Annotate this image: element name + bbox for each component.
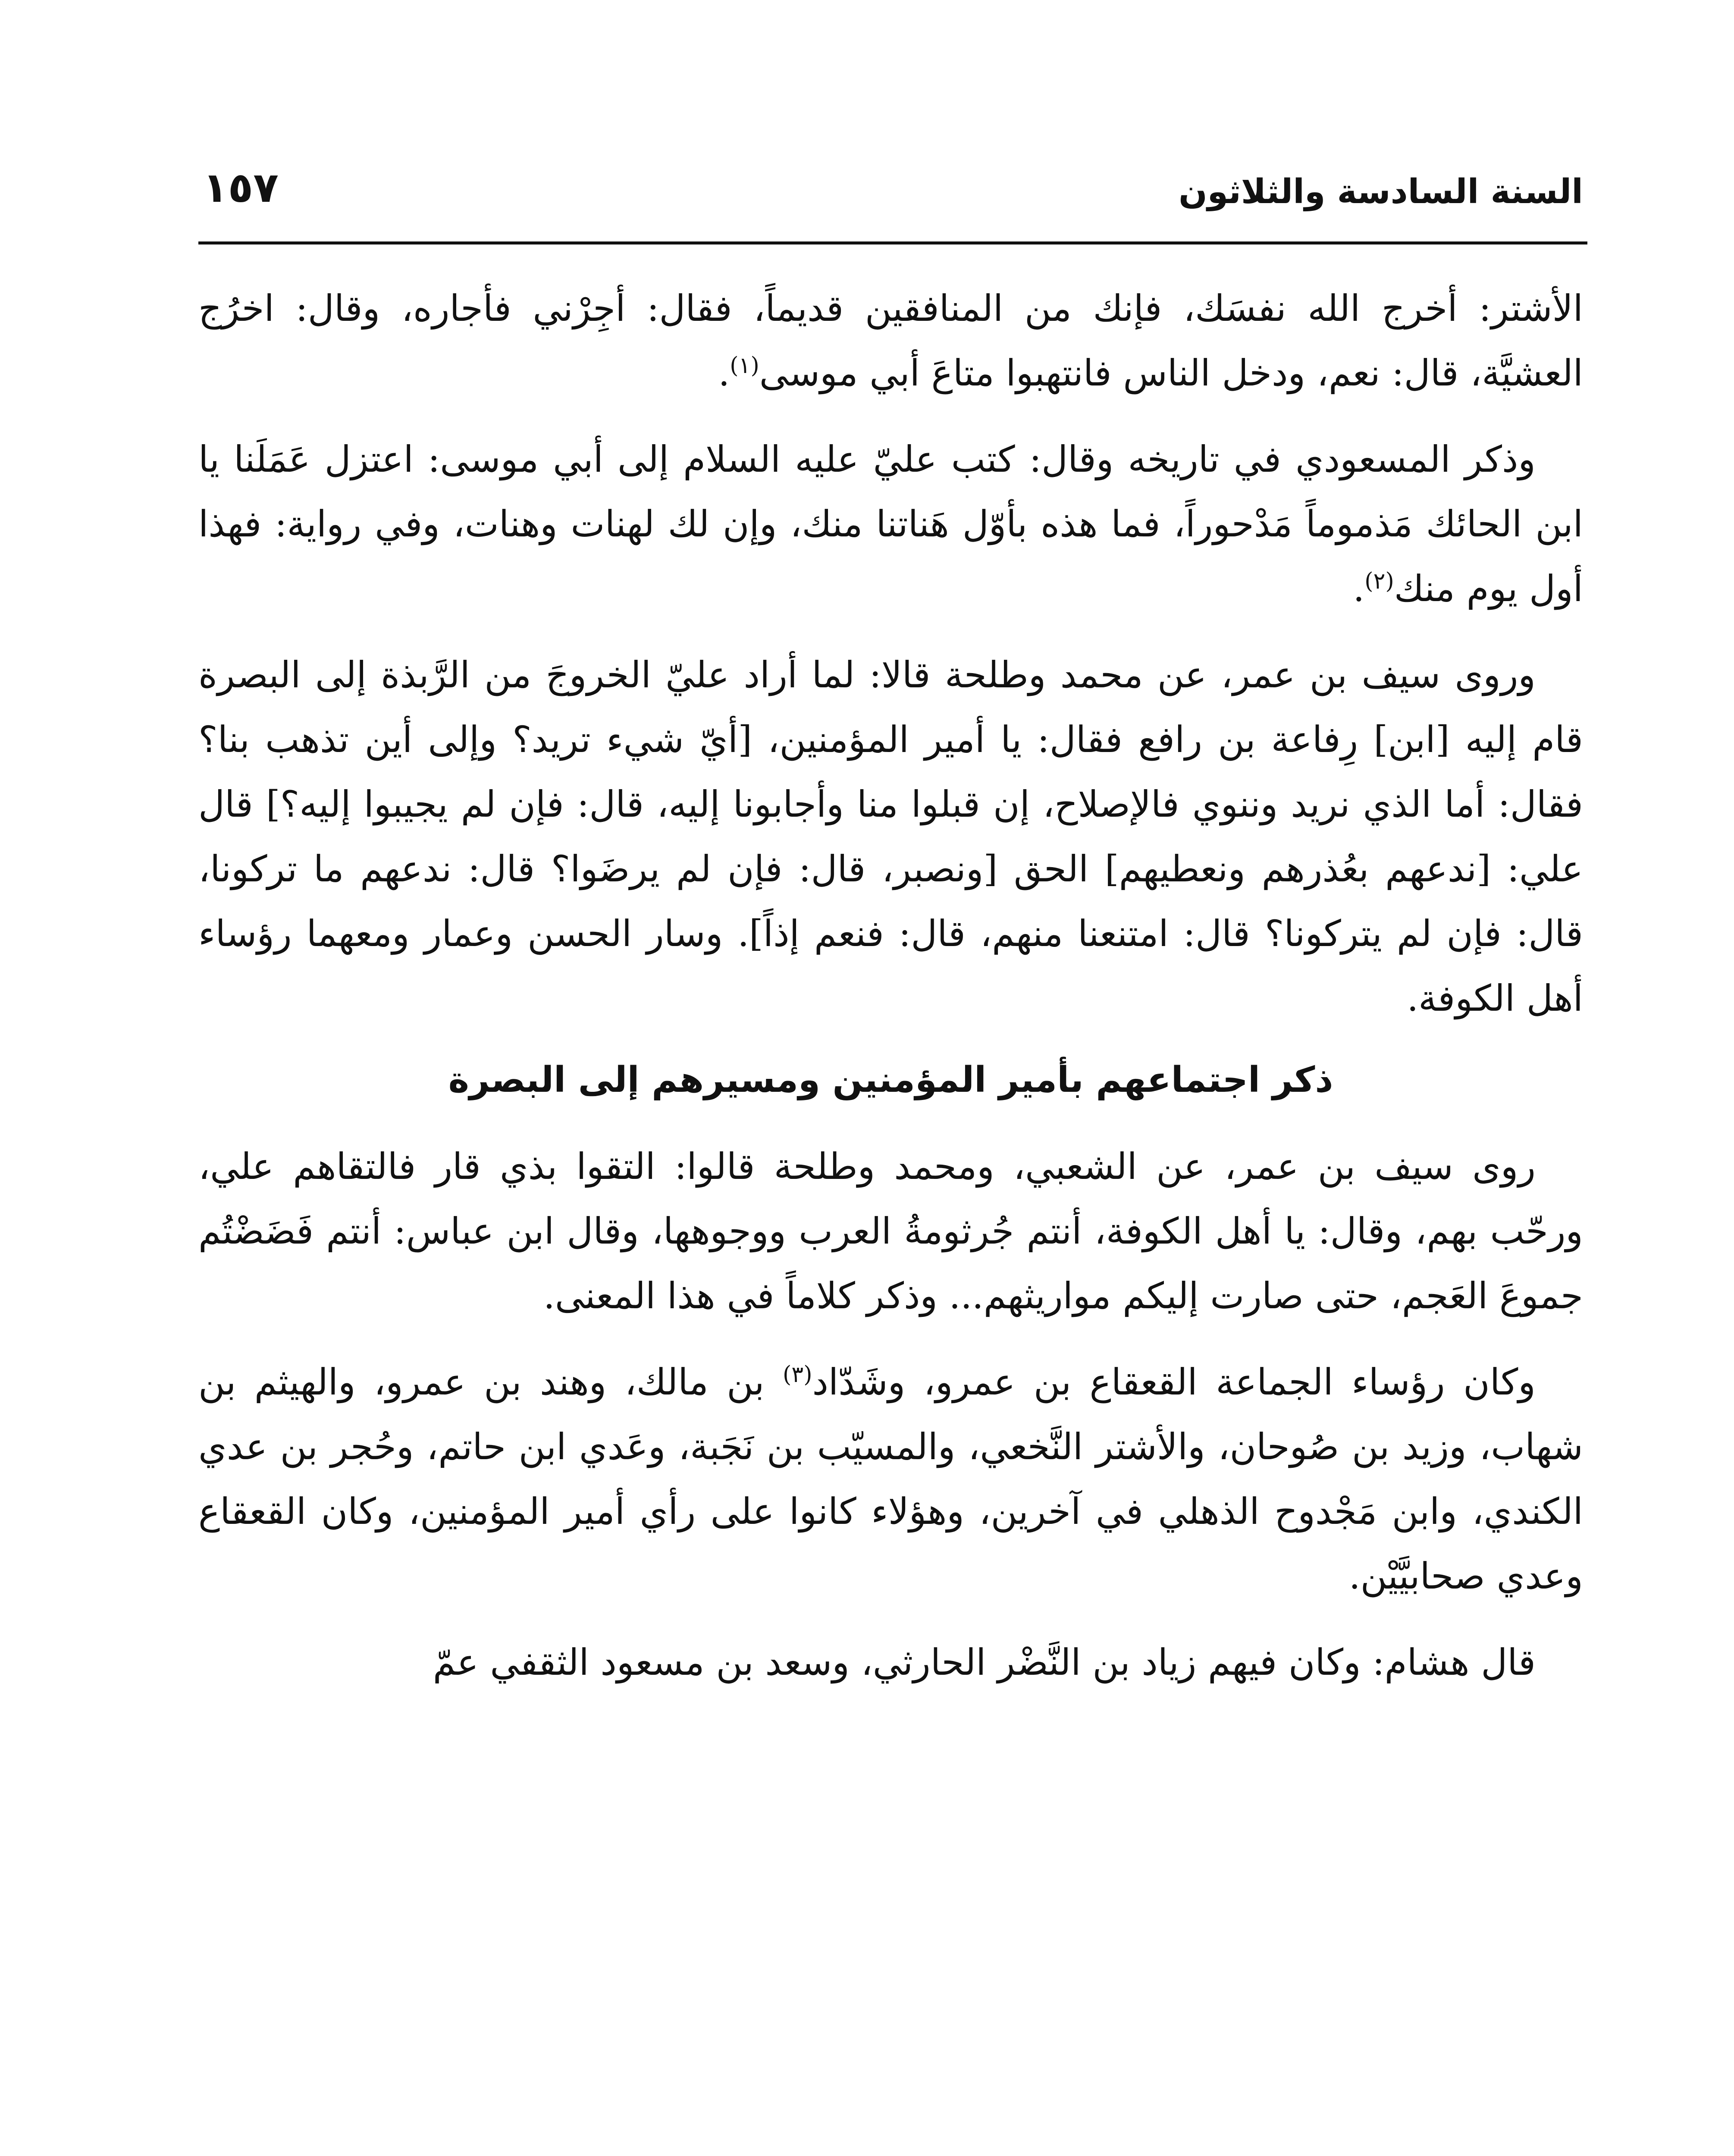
paragraph-text: بن مالك، وهند بن عمرو، والهيثم بن شهاب، وزيد بن صُوحان، والأشتر النَّخعي، والمسيّب بن نَجَبة، وعَدي ابن حاتم، وحُجر بن عدي الكندي، وابن مَجْدوح الذهلي في آخرين، وهؤلاء كانوا على رأي أمير المؤمنين، وكان القعقاع وعدي صحابيَّيْن. (198, 1361, 1583, 1597)
paragraph-text: الأشتر: أخرج الله نفسَك، فإنك من المنافقين قديماً، فقال: أجِرْني فأجاره، وقال: اخرُج العشيَّة، قال: نعم، ودخل الناس فانتهبوا متاعَ أبي موسى (198, 287, 1583, 394)
paragraph (198, 1350, 1583, 1608)
paragraph-text: وذكر المسعودي في تاريخه وقال: كتب عليّ عليه السلام إلى أبي موسى: اعتزل عَمَلَنا يا ابن الحائك مَذموماً مَدْحوراً، فما هذه بأوّل هَناتنا منك، وإن لك لهنات وهنات، وفي رواية: فهذا أول يوم منك (198, 438, 1583, 610)
running-title: السنة السادسة والثلاثون (1179, 172, 1583, 211)
paragraph (198, 276, 1583, 405)
paragraph-text: روى سيف بن عمر، عن الشعبي، ومحمد وطلحة قالوا: التقوا بذي قار فالتقاهم علي، ورحّب بهم، وقال: يا أهل الكوفة، أنتم جُرثومةُ العرب ووجوهها، وقال ابن عباس: أنتم فَضَضْتُم جموعَ العَجم، حتى صارت إليكم مواريثهم... وذكر كلاماً في هذا المعنى. (198, 1145, 1583, 1317)
paragraph-text: . (1353, 567, 1365, 610)
paragraph (198, 642, 1583, 1031)
footnote-mark: (٢) (1364, 568, 1394, 594)
main-text (198, 276, 1583, 1716)
paragraph (198, 427, 1583, 621)
footnote-mark: (١) (730, 353, 759, 379)
paragraph (198, 1134, 1583, 1328)
paragraph-text: وكان رؤساء الجماعة القعقاع بن عمرو، وشَدّاد (812, 1361, 1536, 1403)
header-rule (198, 241, 1587, 244)
paragraph-text: . (718, 352, 730, 394)
page-header (203, 160, 1583, 224)
paragraph (198, 1630, 1583, 1695)
page-number: ١٥٧ (203, 163, 279, 212)
footnote-mark: (٣) (782, 1362, 812, 1388)
paragraph-text: قال هشام: وكان فيهم زياد بن النَّضْر الحارثي، وسعد بن مسعود الثقفي عمّ (433, 1641, 1536, 1683)
paragraph-text: وروى سيف بن عمر، عن محمد وطلحة قالا: لما أراد عليّ الخروجَ من الرَّبذة إلى البصرة قام إليه [ابن] رِفاعة بن رافع فقال: يا أمير المؤمنين، [أيّ شيء تريد؟ وإلى أين تذهب بنا؟ فقال: أما الذي نريد وننوي فالإصلاح، إن قبلوا منا وأجابونا إليه، قال: فإن لم يجيبوا إليه؟] قال علي: [ندعهم بعُذرهم ونعطيهم] الحق [ونصبر، قال: فإن لم يرضَوا؟ قال: ندعهم ما تركونا، قال: فإن لم يتركونا؟ قال: امتنعنا منهم، قال: فنعم إذاً]. وسار الحسن وعمار ومعهما رؤساء أهل الكوفة. (198, 654, 1583, 1019)
section-heading: ذكر اجتماعهم بأمير المؤمنين ومسيرهم إلى البصرة (448, 1059, 1333, 1100)
